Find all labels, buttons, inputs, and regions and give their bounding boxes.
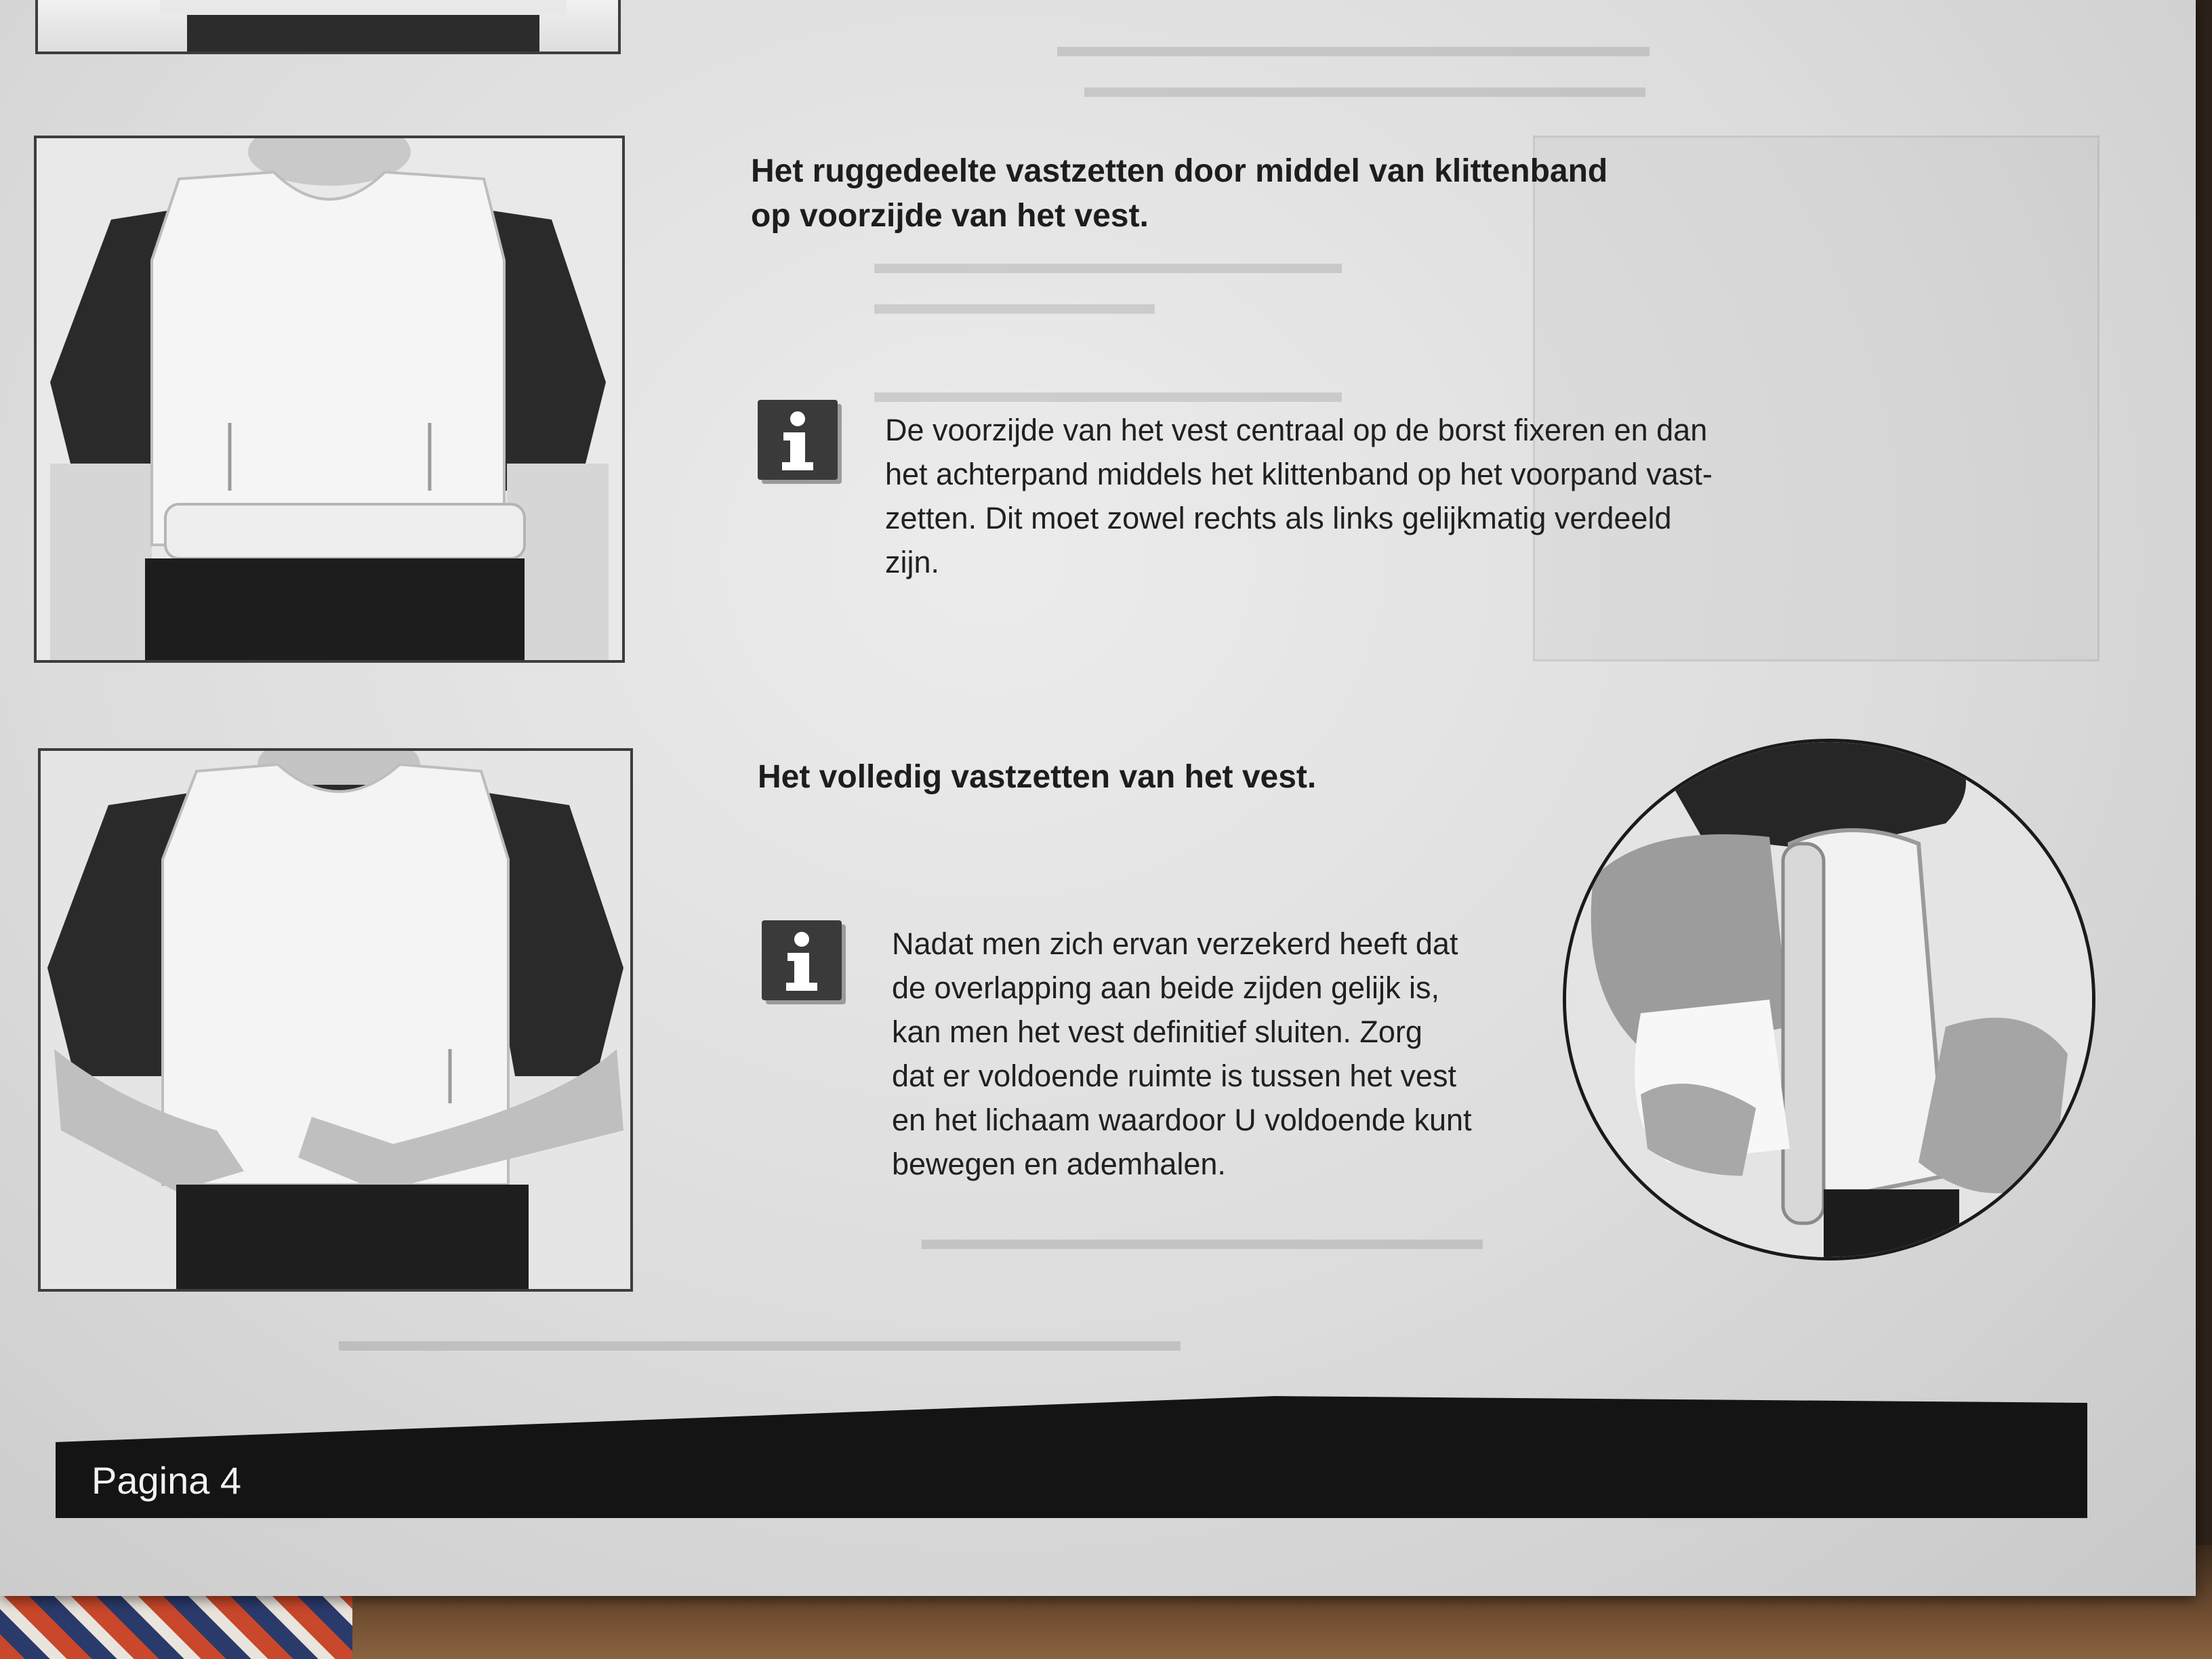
bleed-through-text: ▬▬▬▬▬▬▬▬▬▬▬▬▬▬▬▬▬▬▬ <box>1057 28 1650 63</box>
section2-line-3: kan men het vest definitief sluiten. Zorg <box>892 1015 1422 1049</box>
bleed-through-text: ▬▬▬▬▬▬▬▬▬ <box>874 285 1155 321</box>
section2-line-5: en het lichaam waardoor U voldoende kunt <box>892 1103 1472 1137</box>
section1-line-2: het achterpand middels het klittenband op het voorpand vast- <box>885 457 1713 491</box>
info-icon <box>758 400 838 480</box>
section1-line-3: zetten. Dit moet zowel rechts als links gelijkmatig verdeeld <box>885 501 1672 535</box>
bleed-through-text: ▬▬▬▬▬▬▬▬▬▬▬▬▬▬▬ <box>874 245 1342 280</box>
bleed-through-text: ▬▬▬▬▬▬▬▬▬▬▬▬▬▬▬▬▬▬ <box>922 1221 1483 1256</box>
section1-line-4: zijn. <box>885 545 940 579</box>
section1-heading-line1: Het ruggedeelte vastzetten door middel van klittenband <box>751 153 1608 189</box>
section2-heading: Het volledig vastzetten van het vest. <box>758 759 1317 795</box>
section2-line-4: dat er voldoende ruimte is tussen het vest <box>892 1059 1456 1093</box>
footer-bar <box>56 1396 2087 1518</box>
bleed-through-text: ▬▬▬▬▬▬▬▬▬▬▬▬▬▬▬▬▬▬ <box>1084 68 1645 104</box>
page-number: Pagina 4 <box>91 1459 242 1502</box>
bleed-through-text: ▬▬▬▬▬▬▬▬▬▬▬▬▬▬▬ <box>874 373 1342 409</box>
bleed-through-text: ▬▬▬▬▬▬▬▬▬▬▬▬▬▬▬▬▬▬▬▬▬▬▬▬▬▬▬ <box>339 1322 1181 1357</box>
section1-heading <box>751 149 1607 239</box>
section2-line-2: de overlapping aan beide zijden gelijk is, <box>892 970 1440 1005</box>
section2-paragraph <box>892 922 1472 1186</box>
section1-paragraph <box>885 408 1713 584</box>
info-icon <box>762 920 842 1000</box>
section2-line-1: Nadat men zich ervan verzekerd heeft dat <box>892 926 1458 961</box>
vest-fastening-photo <box>38 748 633 1292</box>
vest-front-photo <box>34 136 625 663</box>
section1-heading-line2: op voorzijde van het vest. <box>751 198 1149 234</box>
velcro-detail-photo <box>1563 739 2095 1261</box>
vest-photo-partial-top <box>35 0 621 54</box>
section1-line-1: De voorzijde van het vest centraal op de borst fixeren en dan <box>885 413 1708 447</box>
section2-line-6: bewegen en ademhalen. <box>892 1147 1226 1181</box>
